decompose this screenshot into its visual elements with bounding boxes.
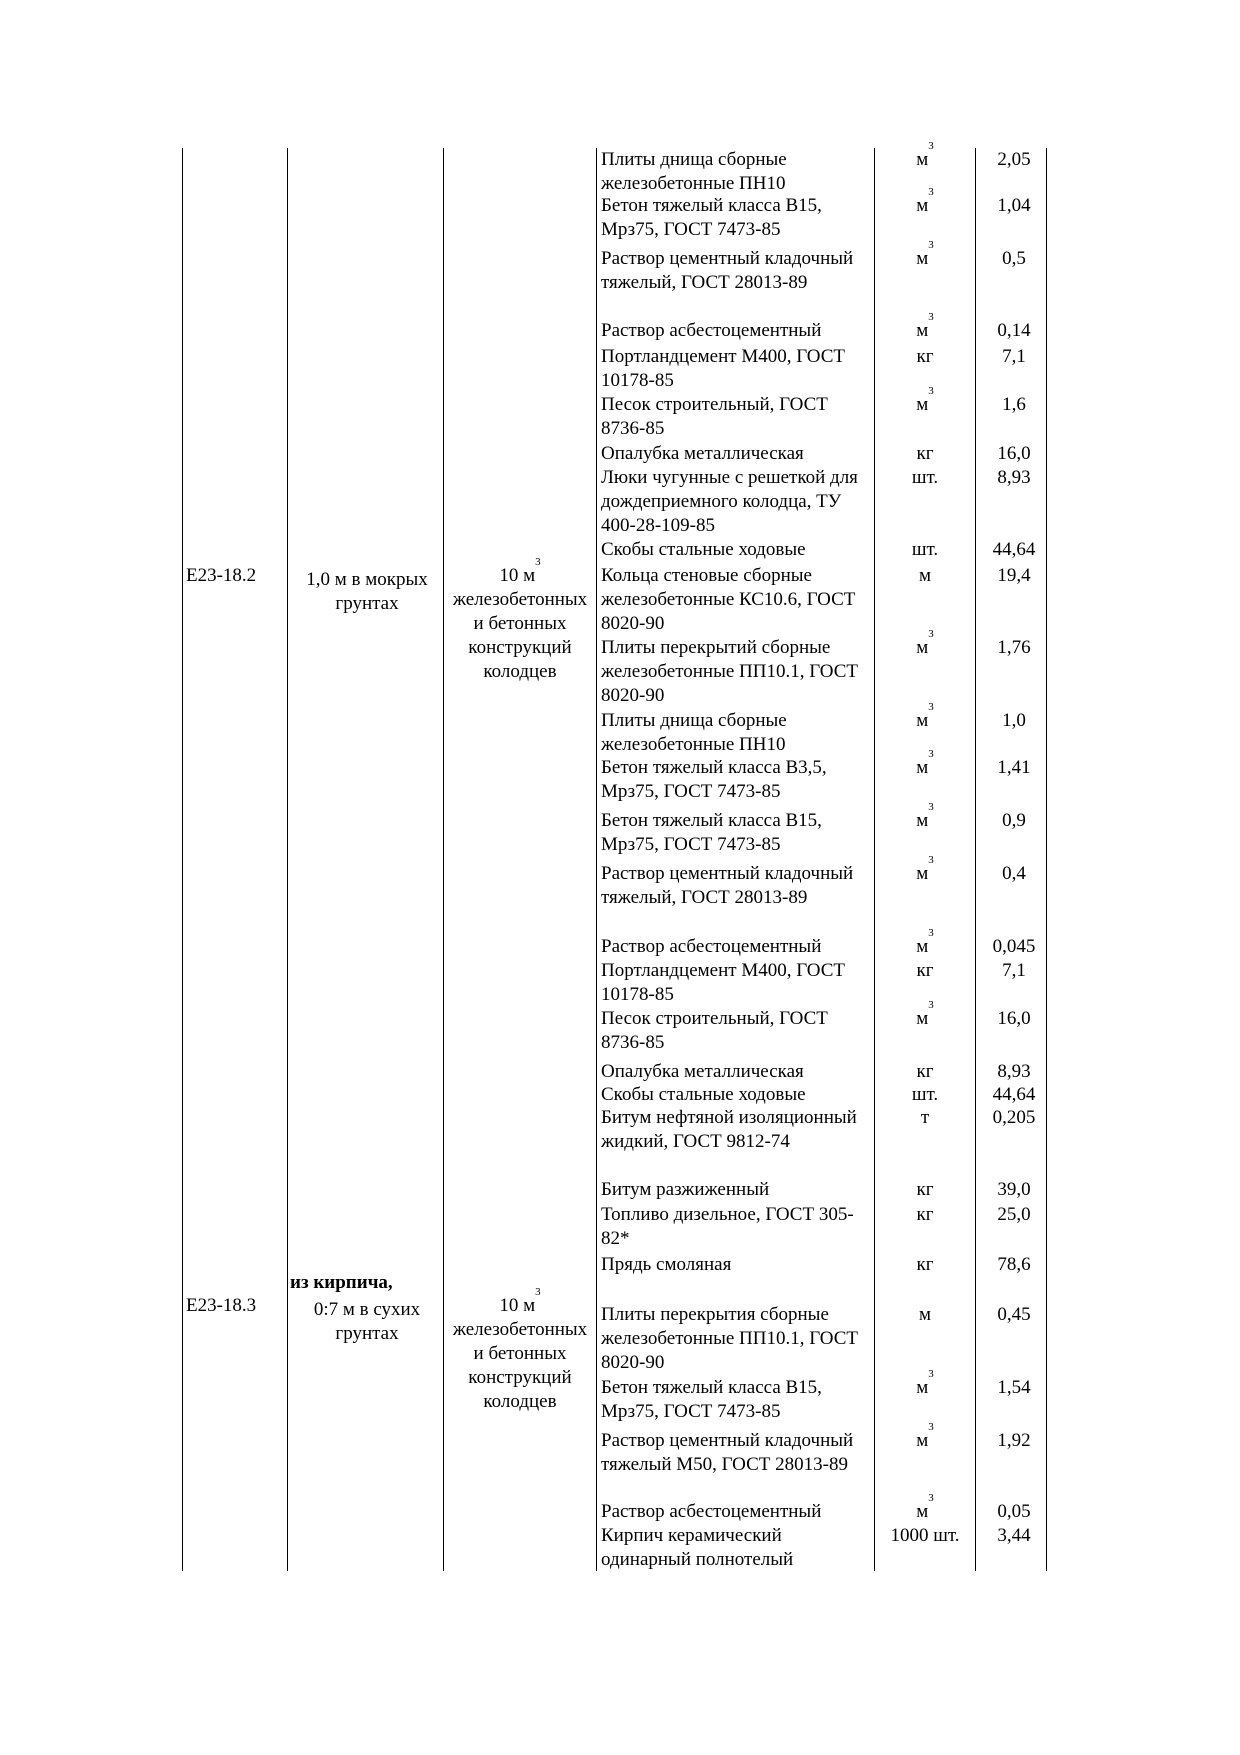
material-name: Бетон тяжелый класса В15, Мрз75, ГОСТ 7473-85 (601, 1377, 822, 1422)
material-unit: кг (916, 1179, 934, 1200)
material-unit: $м^3$ (916, 628, 934, 658)
unit-superscript: 3 (928, 999, 934, 1011)
material-name: Раствор цементный кладочный тяжелый, ГОСТ 28013-89 (601, 863, 854, 908)
material-name: Плиты перекрытия сборные железобетонные ПП10.1, ГОСТ 8020-90 (601, 1304, 858, 1373)
unit-superscript: 3 (928, 1421, 934, 1433)
material-quantity: 44,64 (992, 1084, 1036, 1105)
material-unit: 1000 шт. (890, 1525, 960, 1546)
material-name: Раствор цементный кладочный тяжелый, ГОСТ 28013-89 (601, 248, 854, 293)
norm-unit: 10 $м^3$ железобетонных и бетонных конструкций колодцев (452, 556, 588, 682)
unit-superscript: 3 (928, 701, 934, 713)
material-quantity: 0,5 (1002, 248, 1026, 269)
material-quantity: 1,0 (1002, 710, 1026, 731)
material-quantity: 25,0 (997, 1204, 1031, 1225)
material-unit: шт. (911, 467, 939, 488)
material-name: Бетон тяжелый класса В15, Мрз75, ГОСТ 7473-85 (601, 810, 822, 855)
material-name: Скобы стальные ходовые (601, 1084, 806, 1105)
material-unit: $м^3$ (916, 801, 934, 831)
material-quantity: 1,76 (997, 637, 1031, 658)
material-name: Раствор цементный кладочный тяжелый М50, ГОСТ 28013-89 (601, 1430, 854, 1475)
material-quantity: 44,64 (992, 539, 1036, 560)
material-unit: т (920, 1107, 930, 1128)
norm-code: Е23-18.3 (186, 1295, 257, 1316)
unit-superscript: 3 (928, 311, 934, 323)
material-unit: кг (916, 1254, 934, 1275)
material-unit: $м^3$ (916, 186, 934, 216)
unit-superscript: 3 (928, 801, 934, 813)
material-unit: $м^3$ (916, 1368, 934, 1398)
table-border-line (874, 148, 875, 1571)
material-name: Раствор асбестоцементный (601, 936, 822, 957)
material-unit: $м^3$ (916, 311, 934, 341)
unit-superscript: 3 (928, 748, 934, 760)
material-quantity: 8,93 (997, 1061, 1031, 1082)
material-quantity: 78,6 (997, 1254, 1031, 1275)
material-unit: кг (916, 443, 934, 464)
material-unit: $м^3$ (916, 385, 934, 415)
table-border-line (596, 148, 597, 1571)
unit-superscript: 3 (928, 385, 934, 397)
material-unit: кг (916, 346, 934, 367)
unit-superscript: 3 (928, 140, 934, 152)
material-quantity: 1,41 (997, 757, 1031, 778)
material-unit: шт. (911, 539, 939, 560)
material-quantity: 0,4 (1002, 863, 1026, 884)
material-name: Раствор асбестоцементный (601, 320, 822, 341)
material-unit: $м^3$ (916, 927, 934, 957)
material-quantity: 39,0 (997, 1179, 1031, 1200)
material-name: Битум разжиженный (601, 1179, 770, 1200)
material-quantity: 0,045 (992, 936, 1036, 957)
material-quantity: 1,6 (1002, 394, 1026, 415)
unit-superscript: 3 (928, 1492, 934, 1504)
material-quantity: 0,205 (992, 1107, 1036, 1128)
material-quantity: 0,45 (997, 1304, 1031, 1325)
unit-superscript: 3 (928, 239, 934, 251)
material-name: Прядь смоляная (601, 1254, 732, 1275)
unit-superscript: 3 (928, 186, 934, 198)
material-name: Опалубка металлическая (601, 1061, 804, 1082)
material-quantity: 8,93 (997, 467, 1031, 488)
norm-description: 0:7 м в сухих грунтах (313, 1299, 421, 1344)
material-name: Бетон тяжелый класса В15, Мрз75, ГОСТ 7473-85 (601, 195, 822, 240)
material-name: Опалубка металлическая (601, 443, 804, 464)
table-border-line (443, 148, 444, 1571)
material-unit: кг (916, 960, 934, 981)
material-quantity: 2,05 (997, 149, 1031, 170)
material-quantity: 0,05 (997, 1501, 1031, 1522)
material-name: Топливо дизельное, ГОСТ 305-82* (601, 1204, 854, 1249)
material-quantity: 0,9 (1002, 810, 1026, 831)
material-name: Песок строительный, ГОСТ 8736-85 (601, 394, 828, 439)
material-quantity: 7,1 (1002, 960, 1026, 981)
material-unit: м (918, 565, 932, 586)
material-name: Плиты днища сборные железобетонные ПН10 (601, 710, 787, 755)
material-quantity: 1,54 (997, 1377, 1031, 1398)
material-quantity: 16,0 (997, 1008, 1031, 1029)
material-name: Кольца стеновые сборные железобетонные КС10.6, ГОСТ 8020-90 (601, 565, 856, 634)
material-name: Битум нефтяной изоляционный жидкий, ГОСТ 9812-74 (601, 1107, 857, 1152)
material-name: Плиты перекрытий сборные железобетонные ПП10.1, ГОСТ 8020-90 (601, 637, 858, 706)
material-name: Бетон тяжелый класса В3,5, Мрз75, ГОСТ 7473-85 (601, 757, 827, 802)
material-name: Кирпич керамический одинарный полнотелый (601, 1525, 794, 1570)
material-name: Люки чугунные с решеткой для дождеприемного колодца, ТУ 400-28-109-85 (601, 467, 858, 536)
material-unit: кг (916, 1061, 934, 1082)
material-unit: $м^3$ (916, 701, 934, 731)
material-unit: $м^3$ (916, 1492, 934, 1522)
material-quantity: 3,44 (997, 1525, 1031, 1546)
material-quantity: 19,4 (997, 565, 1031, 586)
norm-unit: 10 $м^3$ железобетонных и бетонных конструкций колодцев (452, 1286, 588, 1412)
material-unit: $м^3$ (916, 140, 934, 170)
material-quantity: 1,04 (997, 195, 1031, 216)
material-unit: м (918, 1304, 932, 1325)
norm-description: 1,0 м в мокрых грунтах (306, 569, 428, 614)
material-name: Портландцемент М400, ГОСТ 10178-85 (601, 346, 845, 391)
material-name: Раствор асбестоцементный (601, 1501, 822, 1522)
unit-superscript: 3 (928, 628, 934, 640)
table-border-line (182, 148, 183, 1571)
material-unit: $м^3$ (916, 239, 934, 269)
material-name: Плиты днища сборные железобетонные ПН10 (601, 149, 787, 194)
material-name: Портландцемент М400, ГОСТ 10178-85 (601, 960, 845, 1005)
material-quantity: 7,1 (1002, 346, 1026, 367)
material-unit: кг (916, 1204, 934, 1225)
norm-description-heading: из кирпича, (290, 1272, 393, 1293)
material-name: Скобы стальные ходовые (601, 539, 806, 560)
material-unit: $м^3$ (916, 1421, 934, 1451)
material-quantity: 0,14 (997, 320, 1031, 341)
table-border-line (975, 148, 976, 1571)
unit-superscript: 3 (928, 854, 934, 866)
material-name: Песок строительный, ГОСТ 8736-85 (601, 1008, 828, 1053)
table-border-line (287, 148, 288, 1571)
material-quantity: 16,0 (997, 443, 1031, 464)
norm-code: Е23-18.2 (186, 565, 257, 586)
material-unit: шт. (911, 1084, 939, 1105)
material-unit: $м^3$ (916, 748, 934, 778)
unit-superscript: 3 (928, 927, 934, 939)
unit-superscript: 3 (928, 1368, 934, 1380)
material-unit: $м^3$ (916, 999, 934, 1029)
material-quantity: 1,92 (997, 1430, 1031, 1451)
material-unit: $м^3$ (916, 854, 934, 884)
